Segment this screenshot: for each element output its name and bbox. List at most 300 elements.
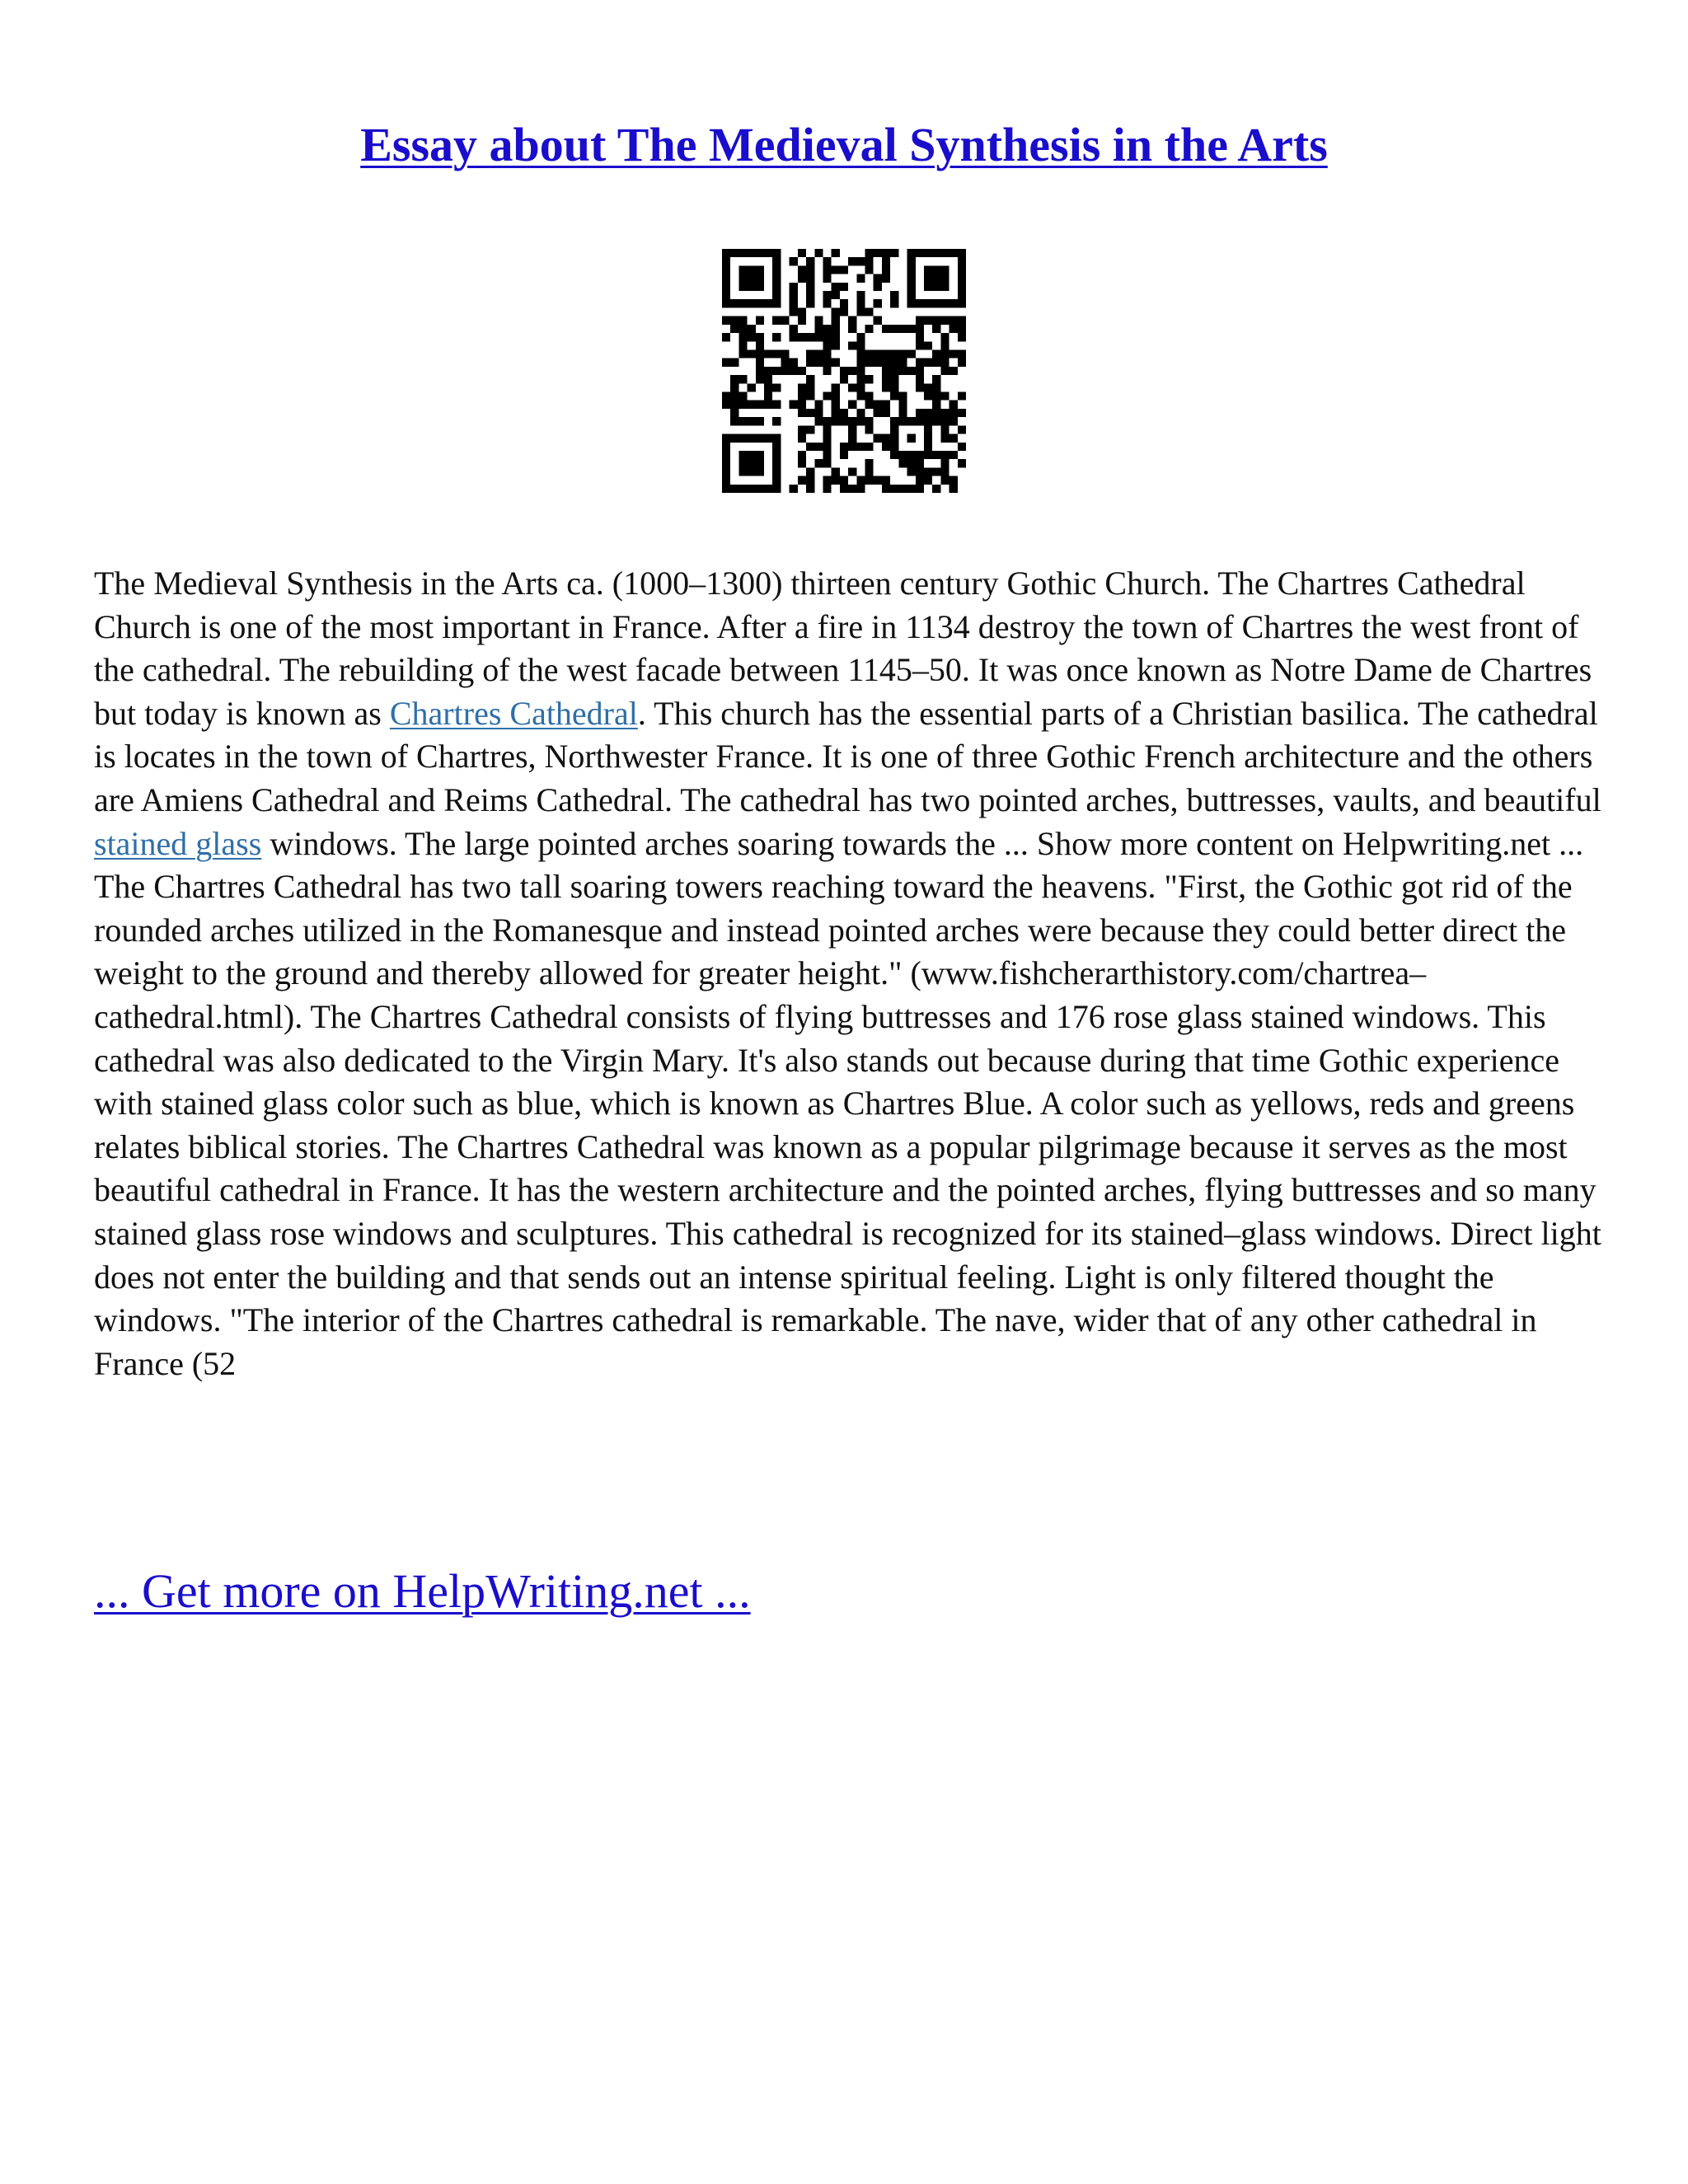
qr-module — [738, 265, 747, 274]
qr-module — [823, 299, 831, 307]
qr-module — [940, 299, 949, 307]
qr-module — [806, 274, 814, 283]
qr-module — [874, 283, 882, 291]
qr-module — [932, 249, 940, 257]
qr-module — [856, 307, 865, 316]
qr-module — [790, 257, 798, 265]
qr-module — [907, 367, 916, 375]
qr-module — [924, 383, 932, 391]
qr-module — [932, 485, 940, 493]
qr-module — [840, 409, 848, 417]
qr-module — [932, 451, 940, 459]
qr-module — [798, 476, 806, 485]
qr-module — [840, 476, 848, 485]
paragraph-1-text-c: windows. The large pointed arches soaring towards the ... Show more content on Helpwriting.net ... — [261, 824, 1584, 862]
qr-module — [823, 274, 831, 283]
qr-module — [738, 299, 747, 307]
qr-module — [958, 299, 966, 307]
qr-module — [722, 249, 730, 257]
qr-module — [748, 467, 756, 476]
qr-module — [907, 274, 916, 283]
qr-module — [832, 291, 840, 299]
qr-module — [722, 359, 730, 367]
qr-module — [832, 316, 840, 325]
qr-module — [722, 467, 730, 476]
qr-module — [924, 476, 932, 485]
qr-module — [950, 434, 958, 443]
qr-module — [748, 333, 756, 341]
qr-module — [806, 291, 814, 299]
qr-module — [848, 485, 856, 493]
qr-module — [882, 401, 890, 409]
qr-module — [940, 425, 949, 434]
qr-module — [772, 316, 781, 325]
qr-module — [950, 249, 958, 257]
qr-module — [772, 291, 781, 299]
qr-module — [738, 392, 747, 401]
qr-module — [738, 485, 747, 493]
qr-module — [840, 299, 848, 307]
qr-module — [932, 283, 940, 291]
qr-module — [790, 485, 798, 493]
qr-module — [874, 349, 882, 358]
qr-module — [848, 341, 856, 349]
qr-module — [798, 434, 806, 443]
qr-module — [772, 265, 781, 274]
qr-module — [722, 392, 730, 401]
qr-module — [748, 283, 756, 291]
qr-module — [798, 333, 806, 341]
qr-module — [924, 409, 932, 417]
qr-module — [748, 434, 756, 443]
qr-module — [856, 409, 865, 417]
qr-module — [932, 265, 940, 274]
qr-module — [798, 459, 806, 467]
qr-module — [882, 485, 890, 493]
qr-module — [932, 359, 940, 367]
qr-module — [823, 367, 831, 375]
qr-module — [856, 485, 865, 493]
qr-module — [798, 383, 806, 391]
qr-module — [823, 434, 831, 443]
qr-module — [772, 485, 781, 493]
qr-module — [840, 443, 848, 451]
qr-module — [772, 274, 781, 283]
qr-module — [832, 383, 840, 391]
qr-module — [932, 467, 940, 476]
qr-module — [806, 375, 814, 383]
qr-module — [882, 375, 890, 383]
qr-module — [832, 476, 840, 485]
qr-module — [756, 265, 764, 274]
qr-module — [756, 333, 764, 341]
qr-module — [898, 325, 907, 333]
qr-module — [748, 401, 756, 409]
qr-module — [958, 425, 966, 434]
qr-module — [814, 325, 823, 333]
qr-module — [722, 257, 730, 265]
qr-module — [856, 392, 865, 401]
qr-module — [798, 367, 806, 375]
qr-module — [924, 434, 932, 443]
qr-module — [950, 485, 958, 493]
qr-module — [940, 392, 949, 401]
qr-module — [814, 443, 823, 451]
qr-module — [730, 325, 738, 333]
qr-module — [940, 367, 949, 375]
qr-module — [781, 349, 789, 358]
qr-module — [806, 485, 814, 493]
qr-module — [865, 401, 874, 409]
qr-module — [772, 467, 781, 476]
essay-paragraph-2: The Chartres Cathedral has two tall soaring towers reaching toward the heavens. "First, the Gothic got rid of the rounded arches utilized in the Romanesque and instead pointed arches were because they could better direct the weight to the ground and thereby allowed for greater height." (www.fishcherarthistory.com/chartrea–cathedral.html). The Chartres Cathedral consists of flying buttresses and 176 rose glass stained windows. This cathedral was also dedicated to the Virgin Mary. It's also stands out because during that time Gothic experience with stained glass color such as blue, which is known as Chartres Blue. A color such as yellows, reds and greens relates biblical stories. The Chartres Cathedral was known as a popular pilgrimage because it serves as the most beautiful cathedral in France. It has the western architecture and the pointed arches, flying buttresses and so many stained glass rose windows and sculptures. This cathedral is recognized for its stained–glass windows. Direct light does not enter the building and that sends out an intense spiritual feeling. Light is only filtered thought the windows. "The interior of the Chartres cathedral is remarkable. The nave, wider that of any other cathedral in France (52 — [94, 868, 1601, 1382]
qr-module — [840, 417, 848, 425]
paragraph-1-text-a: The Medieval Synthesis in the Arts ca. (1000–1300) thirteen century Gothic Church. The Chartres Cathedral Church is one of the most important in France. After a fire in 1134 destroy the town of Chartres the west front of the cathedral. The rebuilding of the west facade between 1145–50. It was once known as Notre Dame de Chartres but today is known as — [94, 565, 1592, 732]
qr-module — [865, 249, 874, 257]
qr-module — [916, 249, 924, 257]
qr-module — [806, 265, 814, 274]
qr-module — [940, 316, 949, 325]
qr-module — [907, 485, 916, 493]
qr-module — [940, 359, 949, 367]
qr-module — [932, 349, 940, 358]
qr-module — [772, 434, 781, 443]
qr-module — [932, 375, 940, 383]
qr-module — [932, 401, 940, 409]
qr-module — [890, 425, 898, 434]
qr-module — [722, 401, 730, 409]
qr-module — [730, 409, 738, 417]
qr-module — [764, 349, 772, 358]
qr-module — [806, 359, 814, 367]
qr-module — [856, 417, 865, 425]
qr-module — [772, 443, 781, 451]
stained-glass-link[interactable]: stained glass — [94, 824, 262, 862]
qr-module — [823, 476, 831, 485]
qr-module — [856, 349, 865, 358]
qr-module — [814, 333, 823, 341]
qr-module — [940, 459, 949, 467]
qr-module — [916, 316, 924, 325]
qr-module — [940, 434, 949, 443]
qr-module — [790, 299, 798, 307]
qr-module — [958, 274, 966, 283]
qr-module — [748, 325, 756, 333]
qr-module — [722, 333, 730, 341]
qr-module — [856, 476, 865, 485]
qr-module — [890, 417, 898, 425]
qr-module — [924, 265, 932, 274]
qr-module — [924, 283, 932, 291]
qr-module — [865, 307, 874, 316]
qr-module — [890, 291, 898, 299]
qr-module — [907, 451, 916, 459]
qr-module — [748, 451, 756, 459]
qr-module — [924, 417, 932, 425]
qr-module — [806, 443, 814, 451]
qr-module — [950, 367, 958, 375]
qr-module — [748, 274, 756, 283]
qr-module — [958, 283, 966, 291]
qr-module — [814, 359, 823, 367]
qr-module — [764, 401, 772, 409]
qr-module — [832, 307, 840, 316]
qr-module — [958, 325, 966, 333]
qr-module — [764, 375, 772, 383]
qr-module — [738, 283, 747, 291]
qr-module — [756, 349, 764, 358]
qr-module — [890, 443, 898, 451]
qr-module — [874, 299, 882, 307]
qr-module — [898, 459, 907, 467]
qr-module — [874, 359, 882, 367]
qr-module — [907, 349, 916, 358]
qr-module — [798, 451, 806, 459]
qr-module — [898, 367, 907, 375]
qr-module — [798, 425, 806, 434]
qr-module — [916, 333, 924, 341]
qr-module — [722, 476, 730, 485]
qr-module — [756, 274, 764, 283]
qr-module — [865, 443, 874, 451]
qr-module — [940, 341, 949, 349]
qr-module — [856, 274, 865, 283]
qr-module — [832, 265, 840, 274]
qr-module — [907, 417, 916, 425]
qr-module — [781, 359, 789, 367]
qr-module — [940, 476, 949, 485]
qr-module — [738, 459, 747, 467]
qr-module — [722, 299, 730, 307]
qr-module — [898, 401, 907, 409]
qr-module — [772, 349, 781, 358]
qr-module — [738, 316, 747, 325]
qr-module — [874, 274, 882, 283]
qr-module — [798, 316, 806, 325]
qr-module — [907, 325, 916, 333]
qr-module — [940, 349, 949, 358]
qr-module — [748, 417, 756, 425]
qr-module — [738, 349, 747, 358]
qr-module — [874, 401, 882, 409]
qr-module — [848, 434, 856, 443]
qr-module — [722, 459, 730, 467]
qr-module — [924, 316, 932, 325]
qr-module — [907, 299, 916, 307]
qr-module — [890, 325, 898, 333]
qr-module — [806, 333, 814, 341]
qr-module — [890, 485, 898, 493]
qr-module — [932, 383, 940, 391]
qr-module — [856, 375, 865, 383]
qr-module — [882, 476, 890, 485]
paragraph-1-text-b: . This church has the essential parts of a Christian basilica. The cathedral is locates in the town of Chartres, Northwester France. It is one of three Gothic French architecture and the others are Amiens Cathedral and Reims Cathedral. The cathedral has two pointed arches, buttresses, vaults, and beautiful — [94, 694, 1601, 818]
qr-module — [781, 316, 789, 325]
qr-module — [772, 299, 781, 307]
qr-module — [848, 257, 856, 265]
qr-module — [932, 392, 940, 401]
qr-module — [924, 359, 932, 367]
qr-module — [924, 341, 932, 349]
qr-module — [882, 409, 890, 417]
qr-module — [790, 283, 798, 291]
qr-module — [790, 333, 798, 341]
qr-module — [738, 467, 747, 476]
qr-module — [916, 325, 924, 333]
qr-module — [874, 409, 882, 417]
qr-module — [798, 392, 806, 401]
qr-module — [798, 274, 806, 283]
qr-module — [722, 485, 730, 493]
qr-module — [738, 274, 747, 283]
qr-module — [856, 359, 865, 367]
qr-module — [790, 401, 798, 409]
qr-module — [940, 265, 949, 274]
qr-module — [924, 249, 932, 257]
qr-module — [823, 359, 831, 367]
qr-module — [865, 425, 874, 434]
qr-module — [840, 485, 848, 493]
title-link[interactable]: Essay about The Medieval Synthesis in the Arts — [360, 118, 1328, 171]
qr-module — [730, 392, 738, 401]
qr-module — [738, 434, 747, 443]
qr-module — [730, 417, 738, 425]
qr-module — [730, 375, 738, 383]
qr-module — [722, 265, 730, 274]
qr-module — [764, 249, 772, 257]
qr-module — [848, 316, 856, 325]
qr-module — [916, 476, 924, 485]
qr-module — [738, 249, 747, 257]
qr-module — [940, 409, 949, 417]
qr-module — [756, 341, 764, 349]
qr-module — [940, 467, 949, 476]
qr-module — [772, 283, 781, 291]
qr-module — [890, 249, 898, 257]
qr-module — [832, 392, 840, 401]
qr-module — [823, 349, 831, 358]
qr-module — [890, 349, 898, 358]
qr-module — [823, 451, 831, 459]
qr-module — [756, 367, 764, 375]
qr-module — [840, 367, 848, 375]
qr-module — [730, 434, 738, 443]
qr-module — [932, 409, 940, 417]
qr-module — [916, 341, 924, 349]
qr-module — [748, 249, 756, 257]
qr-module — [898, 392, 907, 401]
qr-module — [898, 451, 907, 459]
qr-module — [764, 299, 772, 307]
qr-module — [790, 307, 798, 316]
essay-paragraph-1 — [94, 562, 1611, 865]
chartres-cathedral-link[interactable]: Chartres Cathedral — [389, 694, 638, 732]
qr-module — [748, 383, 756, 391]
qr-module — [916, 467, 924, 476]
qr-module — [907, 283, 916, 291]
qr-module — [840, 265, 848, 274]
qr-module — [748, 349, 756, 358]
qr-module — [764, 434, 772, 443]
qr-module — [806, 383, 814, 391]
qr-module — [890, 359, 898, 367]
qr-module — [907, 265, 916, 274]
qr-module — [722, 434, 730, 443]
qr-module — [756, 485, 764, 493]
qr-module — [756, 283, 764, 291]
qr-module — [790, 325, 798, 333]
qr-module — [924, 425, 932, 434]
qr-module — [950, 316, 958, 325]
qr-module — [748, 485, 756, 493]
qr-module — [840, 307, 848, 316]
qr-module — [916, 409, 924, 417]
qr-module — [882, 249, 890, 257]
qr-module — [890, 434, 898, 443]
get-more-link[interactable]: ... Get more on HelpWriting.net ... — [94, 1564, 751, 1618]
qr-module — [764, 485, 772, 493]
qr-module — [856, 257, 865, 265]
qr-module — [772, 476, 781, 485]
qr-module — [832, 409, 840, 417]
qr-module — [756, 401, 764, 409]
qr-module — [764, 392, 772, 401]
qr-module — [756, 316, 764, 325]
qr-code-graphic — [722, 249, 966, 493]
qr-module — [950, 451, 958, 459]
qr-module — [764, 367, 772, 375]
qr-module — [958, 409, 966, 417]
qr-module — [722, 443, 730, 451]
qr-module — [823, 341, 831, 349]
qr-module — [772, 367, 781, 375]
qr-module — [958, 265, 966, 274]
qr-module — [823, 417, 831, 425]
qr-module — [932, 274, 940, 283]
qr-module — [806, 476, 814, 485]
qr-module — [790, 359, 798, 367]
qr-module — [882, 359, 890, 367]
qr-module — [940, 274, 949, 283]
qr-module — [798, 401, 806, 409]
qr-module — [958, 349, 966, 358]
qr-module — [882, 349, 890, 358]
qr-module — [856, 443, 865, 451]
qr-module — [722, 316, 730, 325]
qr-module — [865, 265, 874, 274]
qr-module — [738, 341, 747, 349]
qr-module — [772, 451, 781, 459]
qr-module — [898, 409, 907, 417]
qr-module — [814, 417, 823, 425]
qr-module — [865, 257, 874, 265]
qr-module — [848, 417, 856, 425]
qr-module — [748, 459, 756, 467]
qr-module — [772, 333, 781, 341]
qr-module — [907, 257, 916, 265]
qr-module — [865, 359, 874, 367]
qr-module — [722, 451, 730, 459]
qr-module — [823, 265, 831, 274]
qr-module — [823, 257, 831, 265]
qr-module — [798, 409, 806, 417]
qr-module — [832, 333, 840, 341]
qr-module — [756, 459, 764, 467]
qr-module — [756, 467, 764, 476]
qr-module — [882, 265, 890, 274]
qr-module — [865, 417, 874, 425]
qr-module — [916, 485, 924, 493]
